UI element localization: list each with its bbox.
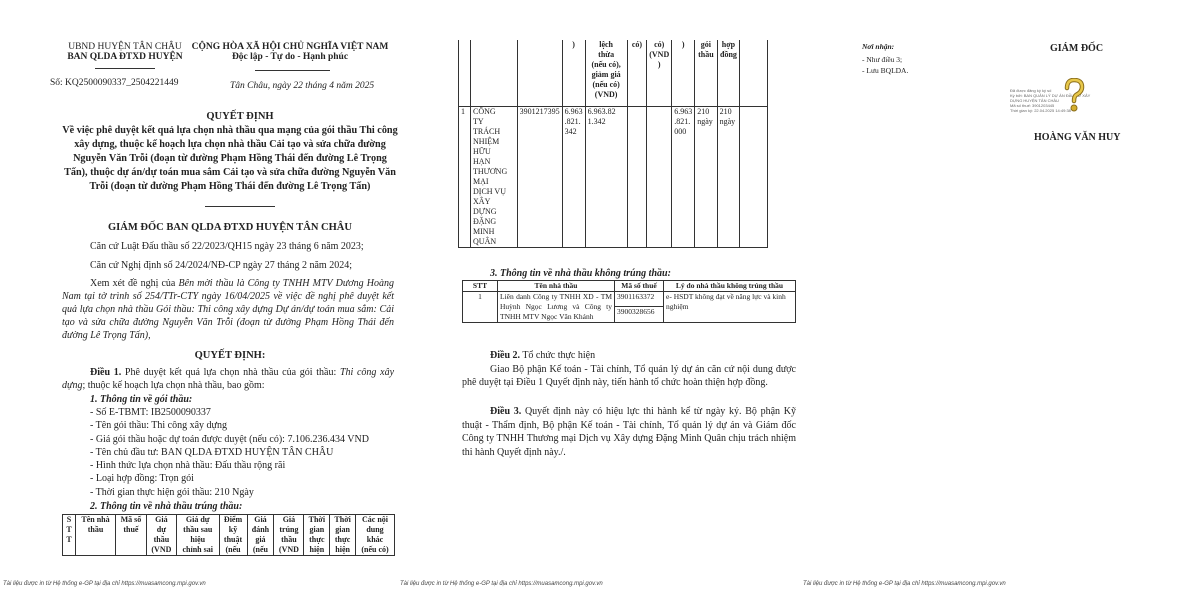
page-2-footer: Tài liệu được in từ Hệ thống e-GP tại địa chỉ https://muasamcong.mpi.gov.vn (400, 581, 603, 587)
sig-line: DỰNG HUYỆN TÂN CHÂU (1010, 98, 1059, 103)
cell-eval (647, 106, 672, 247)
losing-bidder-table (462, 280, 796, 323)
signer-name: HOÀNG VĂN HUY (1034, 132, 1121, 143)
agency-underline (95, 68, 155, 69)
subject-underline (205, 206, 275, 207)
article-2-title: Tổ chức thực hiện (520, 350, 596, 361)
col-tax: Mã số thuế (115, 515, 146, 556)
motto-line1: CỘNG HÒA XÃ HỘI CHỦ NGHĨA VIỆT NAM (191, 42, 389, 52)
basis-2: Căn cứ Nghị định số 24/2024/NĐ-CP ngày 27 tháng 2 năm 2024; (90, 260, 352, 271)
document-page-2 (400, 0, 800, 608)
page-3-footer: Tài liệu được in từ Hệ thống e-GP tại địa chỉ https://muasamcong.mpi.gov.vn (803, 581, 1006, 587)
recipient-item: - Lưu BQLDA. (862, 66, 909, 75)
package-info-list (90, 406, 400, 499)
article-1-text: Phê duyệt kết quả lựa chọn nhà thầu của gói thầu: (121, 367, 340, 378)
motto-line2: Độc lập - Tự do - Hạnh phúc (231, 52, 349, 62)
col-award: Giá trúng thầu (VND (274, 515, 304, 556)
col-time-1: Thời gian thực hiện (304, 515, 330, 556)
basis-3-italic: Bên mời thầu là Công ty TNHH MTV Dương Hoàng Nam tại tờ trình số 254/TTr-CTY ngày 16/04/2025 (62, 278, 394, 302)
sig-line: Thời gian ký: 22.04.2025 14:49:38 (1010, 108, 1071, 113)
article-2-heading (490, 349, 595, 362)
table-header-row (63, 515, 395, 556)
article-3 (462, 405, 796, 459)
sig-line: Đã được đăng ký ký số (1010, 88, 1052, 93)
col-time-1: gói thầu (695, 40, 717, 106)
cell-tax (615, 292, 664, 323)
cell-time-2: 210 ngày (717, 106, 740, 247)
col-name: Tên nhà thầu (498, 281, 615, 292)
info-item: - Hình thức lựa chọn nhà thầu: Đấu thầu rộng rãi (90, 460, 286, 472)
recipients-title: Nơi nhận: (862, 42, 895, 51)
section-2-title: 2. Thông tin về nhà thầu trúng thầu: (90, 501, 243, 512)
col-score: có) (627, 40, 647, 106)
national-motto (180, 42, 400, 62)
article-1-tail: ; thuộc kế hoạch lựa chọn nhà thầu, bao gồm: (82, 380, 265, 391)
col-adjusted: Giá dự thầu sau hiệu chỉnh sai (176, 515, 219, 556)
basis-3 (62, 277, 394, 342)
page-1-footer: Tài liệu được in từ Hệ thống e-GP tại địa chỉ https://muasamcong.mpi.gov.vn (3, 581, 206, 587)
article-1 (62, 366, 394, 392)
col-reason: Lý do nhà thầu không trúng thầu (664, 281, 796, 292)
info-item: - Tên chủ đầu tư: BAN QLDA ĐTXD HUYỆN TÂN CHÂU (90, 446, 334, 458)
col-other: Các nội dung khác (nếu có) (356, 515, 395, 556)
sig-line: Ký bởi: BAN QUẢN LÝ DỰ ÁN ĐẦU TƯ XÂY (1010, 93, 1091, 98)
col-name (471, 40, 518, 106)
col-other (740, 40, 768, 106)
col-tax (517, 40, 562, 106)
table-header-row (463, 281, 796, 292)
cell-reason: e- HSDT không đạt về năng lực và kinh nghiệm (664, 292, 796, 323)
section-3-title: 3. Thông tin về nhà thầu không trúng thầu: (490, 268, 671, 279)
col-eval: Giá đánh giá (nếu (247, 515, 274, 556)
authority: GIÁM ĐỐC BAN QLDA ĐTXD HUYỆN TÂN CHÂU (108, 222, 352, 233)
col-stt (459, 40, 471, 106)
basis-3-rest: về việc đề nghị phê duyệt kết quả lựa chọn nhà thầu Gói thầu: Thi công xây dựng Dự án/dự toán mua sắm: Cải tạo và sửa chữa đường Nguyễn Văn Trỗi (đoạn từ đường Phạm Hồng Thái đến đường Lê Trọng Tấn), (62, 291, 394, 341)
doc-number: Số: KQ2500090337_2504221449 (50, 78, 179, 88)
table-row (459, 106, 768, 247)
col-stt: STT (463, 281, 498, 292)
col-adjusted: lệch thừa (nếu có), giảm giá (nếu có) (VND) (585, 40, 627, 106)
agency-line1: UBND HUYỆN TÂN CHÂU (68, 42, 182, 52)
section-1-title: 1. Thông tin về gói thầu: (90, 394, 193, 405)
cell-stt: 1 (459, 106, 471, 247)
question-mark-icon (1063, 78, 1085, 119)
tax-1: 3901163372 (617, 292, 655, 301)
agency-header (50, 42, 200, 62)
cell-name: Liên danh Công ty TNHH XD - TM Huỳnh Ngọc Lương và Công ty TNHH MTV Ngọc Văn Khánh (498, 292, 615, 323)
motto-underline (255, 70, 330, 71)
article-1-label: Điều 1. (90, 367, 122, 378)
col-score: Điểm kỹ thuật (nếu (219, 515, 247, 556)
col-award: ) (672, 40, 695, 106)
cell-bid: 6.963 .821. 342 (562, 106, 585, 247)
info-item: - Tên gói thầu: Thi công xây dựng (90, 420, 227, 432)
article-3-label: Điều 3. (490, 406, 522, 417)
article-2-label: Điều 2. (490, 350, 520, 361)
article-3-text: Quyết định này có hiệu lực thi hành kể từ ngày ký. Bộ phận Kỹ thuật - Thẩm định, Bộ phận Kế toán - Tài chính, Tổ quản lý dự án và Giám đốc Công ty TNHH Thương mại Dịch vụ Xây dựng Đặng Minh Quân chịu trách nhiệm thi hành Quyết định này./. (462, 406, 796, 458)
cell-tax: 3901217395 (517, 106, 562, 247)
winning-bidder-table-header (62, 514, 395, 556)
info-item: - Thời gian thực hiện gói thầu: 210 Ngày (90, 486, 254, 498)
basis-1: Căn cứ Luật Đấu thầu số 22/2023/QH15 ngày 23 tháng 6 năm 2023; (90, 241, 364, 252)
table-row (463, 292, 796, 323)
info-item: - Số E-TBMT: IB2500090337 (90, 407, 211, 418)
col-time-2: hợp đồng (717, 40, 740, 106)
recipients-list (862, 54, 908, 76)
recipient-item: - Như điều 3; (862, 55, 903, 64)
basis-3-prefix: Xem xét đề nghị của (90, 278, 179, 289)
place-date: Tân Châu, ngày 22 tháng 4 năm 2025 (230, 81, 375, 91)
document-page-3 (800, 0, 1200, 608)
col-eval: có) (VND ) (647, 40, 672, 106)
decide-heading: QUYẾT ĐỊNH: (194, 350, 266, 361)
cell-adjusted: 6.963.82 1.342 (585, 106, 627, 247)
signer-title: GIÁM ĐỐC (1050, 43, 1104, 54)
cell-name: CÔNG TY TRÁCH NHIỆM HỮU HẠN THƯƠNG MẠI DỊCH VỤ XÂY DỰNG ĐẶNG MINH QUÂN (471, 106, 518, 247)
col-time-2: Thời gian thực hiện (330, 515, 356, 556)
col-bid: Giá dự thầu (VND (146, 515, 176, 556)
info-item: - Loại hợp đồng: Trọn gói (90, 473, 194, 485)
article-2-text: Giao Bộ phận Kế toán - Tài chính, Tổ quản lý dự án căn cứ nội dung được phê duyệt tại Điều 1 Quyết định này, tiến hành tổ chức hoàn thiện hợp đồng. (462, 364, 796, 388)
col-tax: Mã số thuế (615, 281, 664, 292)
col-bid: ) (562, 40, 585, 106)
col-name: Tên nhà thầu (76, 515, 116, 556)
article-1-package: Thi công xây dựng (62, 367, 395, 391)
cell-other (740, 106, 768, 247)
sig-line: Mã số thuế: 3901203445 (1010, 103, 1055, 108)
cell-score (627, 106, 647, 247)
info-item: - Giá gói thầu hoặc dự toán được duyệt (nếu có): 7.106.236.434 VND (90, 433, 369, 445)
cell-time-1: 210 ngày (695, 106, 717, 247)
col-stt: S T T (63, 515, 76, 556)
cell-award: 6.963 .821. 000 (672, 106, 695, 247)
table-header-row (459, 40, 768, 106)
agency-line2: BAN QLDA ĐTXD HUYỆN (67, 52, 183, 62)
tax-2: 3900328656 (615, 306, 663, 317)
doc-subject: Về việc phê duyệt kết quả lựa chọn nhà thầu qua mạng của gói thầu Thi công xây dựng, thuộc kế hoạch lựa chọn nhà thầu Cải tạo và sửa chữa đường Nguyễn Văn Trỗi (đoạn từ đường Phạm Hồng Thái đến đường Lê Trọng Tấn), thuộc dự án/dự toán mua sắm Cải tạo và sửa chữa đường Nguyễn Văn Trỗi (đoạn từ đường Phạm Hồng Thái đến đường Lê Trọng Tấn) (62, 125, 398, 192)
doc-type: QUYẾT ĐỊNH (206, 111, 274, 122)
cell-stt: 1 (463, 292, 498, 323)
document-page-1 (0, 0, 400, 608)
winning-bidder-table-continued (458, 40, 768, 248)
